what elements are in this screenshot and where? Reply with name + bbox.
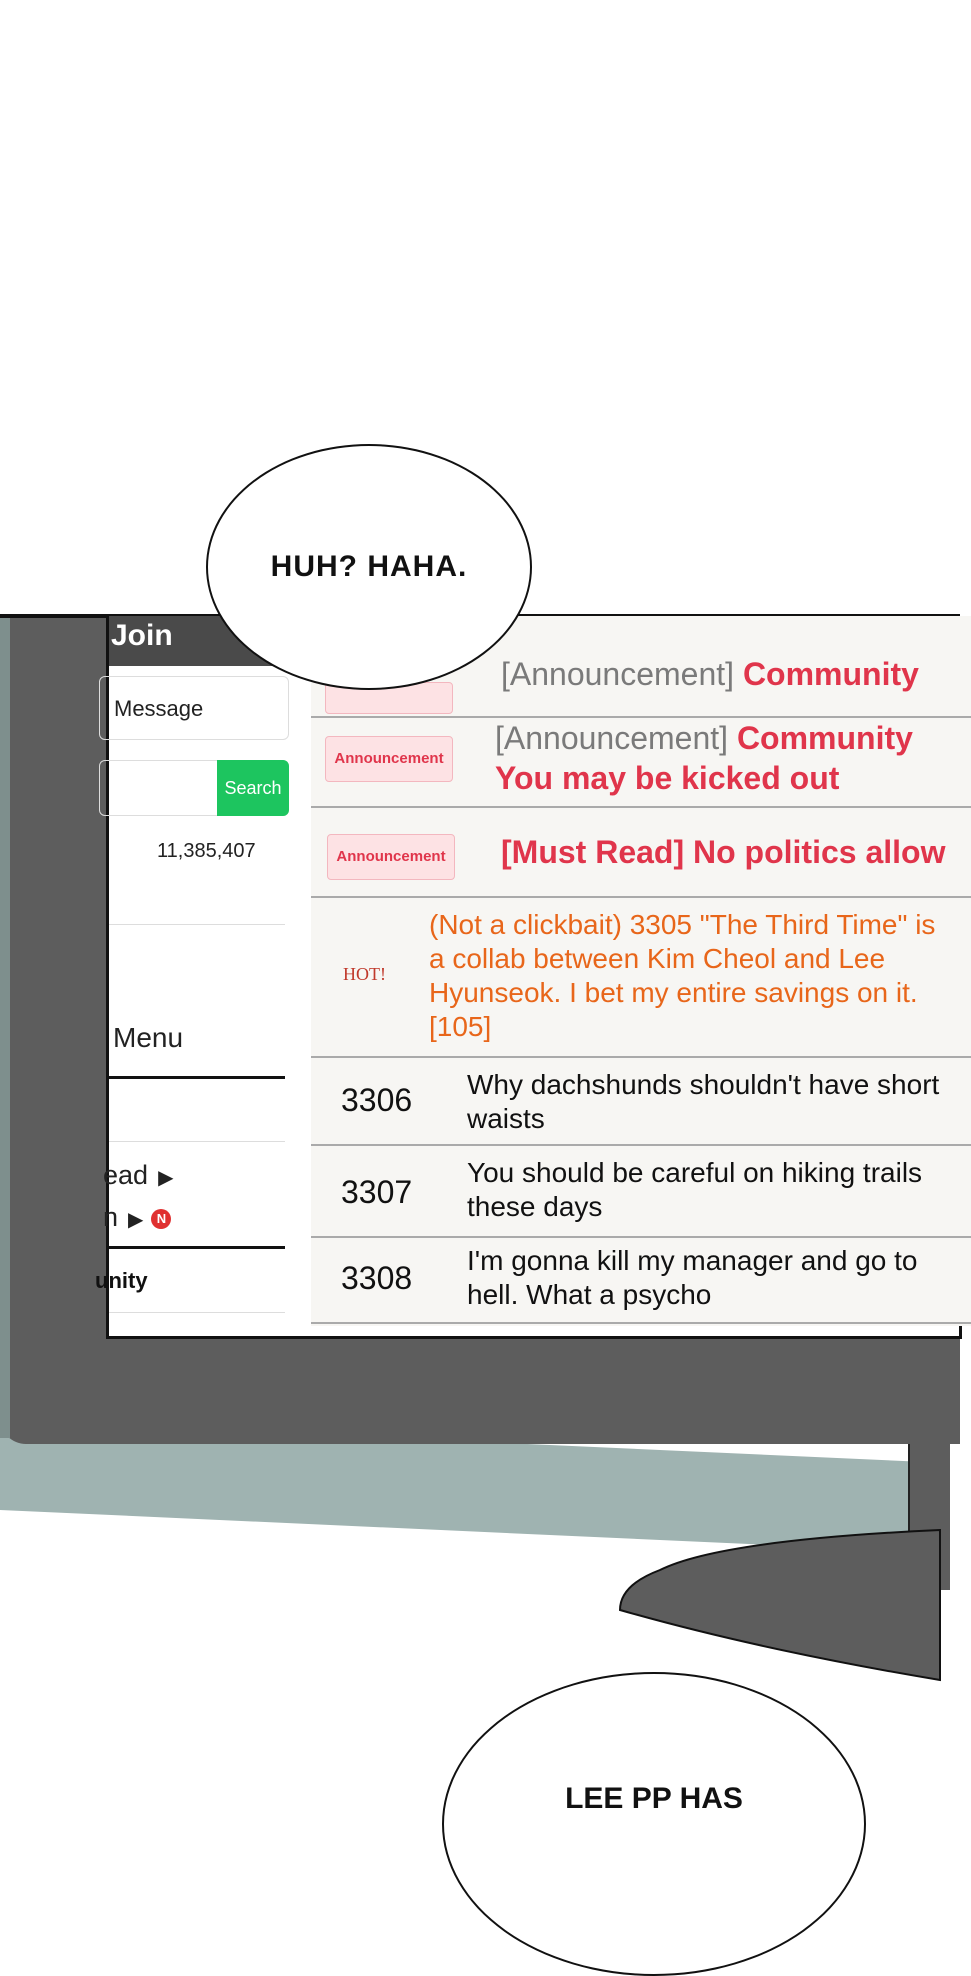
post-row[interactable]	[311, 1058, 971, 1146]
post-number: 3308	[341, 1260, 413, 1296]
play-arrow-icon: ▶	[128, 1209, 144, 1231]
divider	[109, 1312, 285, 1313]
message-box[interactable]	[99, 676, 289, 740]
post-title[interactable]: Why dachshunds shouldn't have short waists	[467, 1069, 940, 1134]
post-row[interactable]	[311, 808, 971, 898]
message-label: Message	[114, 696, 204, 721]
post-title[interactable]: (Not a clickbait) 3305 "The Third Time" is a collab between Kim Cheol and Lee Hyunseok. I bet my entire savings on it. [105]	[429, 909, 936, 1042]
post-title[interactable]: I'm gonna kill my manager and go to hell. What a psycho	[467, 1245, 918, 1310]
post-number: 3306	[341, 1082, 413, 1118]
post-title[interactable]: [Announcement] Community You may be kicked out	[495, 720, 913, 796]
join-label[interactable]: Join	[111, 619, 173, 652]
monitor-base	[600, 1530, 940, 1680]
menu-title: Menu	[113, 1022, 184, 1053]
divider	[109, 924, 285, 925]
sidebar-item-label: ead	[103, 1160, 149, 1190]
sidebar-item-read[interactable]	[103, 1160, 173, 1191]
post-title[interactable]: You should be careful on hiking trails these days	[467, 1157, 923, 1222]
post-title[interactable]: [Announcement] Community	[501, 656, 919, 692]
divider	[109, 1141, 285, 1142]
new-badge: N	[151, 1209, 171, 1229]
post-row[interactable]	[311, 1238, 971, 1324]
visitor-counter: 11,385,407	[157, 840, 256, 862]
monitor-edge	[0, 618, 10, 1438]
sidebar-item-label: n	[103, 1202, 119, 1232]
post-row[interactable]	[311, 898, 971, 1058]
play-arrow-icon: ▶	[158, 1167, 174, 1189]
speech-bubble	[442, 1672, 866, 1976]
announcement-badge: Announcement	[327, 834, 455, 880]
speech-bubble	[206, 444, 532, 690]
post-board	[311, 616, 971, 1326]
hot-badge: HOT!	[343, 964, 386, 984]
search-button[interactable]: Search	[217, 760, 289, 816]
post-title[interactable]: [Must Read] No politics allow	[501, 834, 946, 870]
divider	[109, 1076, 285, 1079]
post-row[interactable]	[311, 1146, 971, 1238]
sidebar-item-new[interactable]	[103, 1202, 171, 1233]
monitor-screen	[95, 616, 962, 1339]
speech-text: LEE PP HAS	[565, 1782, 743, 1815]
post-row[interactable]	[311, 716, 971, 808]
speech-text: HUH? HAHA.	[270, 550, 468, 583]
announcement-badge: Announcement	[325, 736, 453, 782]
community-label[interactable]: unity	[95, 1268, 148, 1293]
post-number: 3307	[341, 1174, 413, 1210]
divider	[109, 1246, 285, 1249]
